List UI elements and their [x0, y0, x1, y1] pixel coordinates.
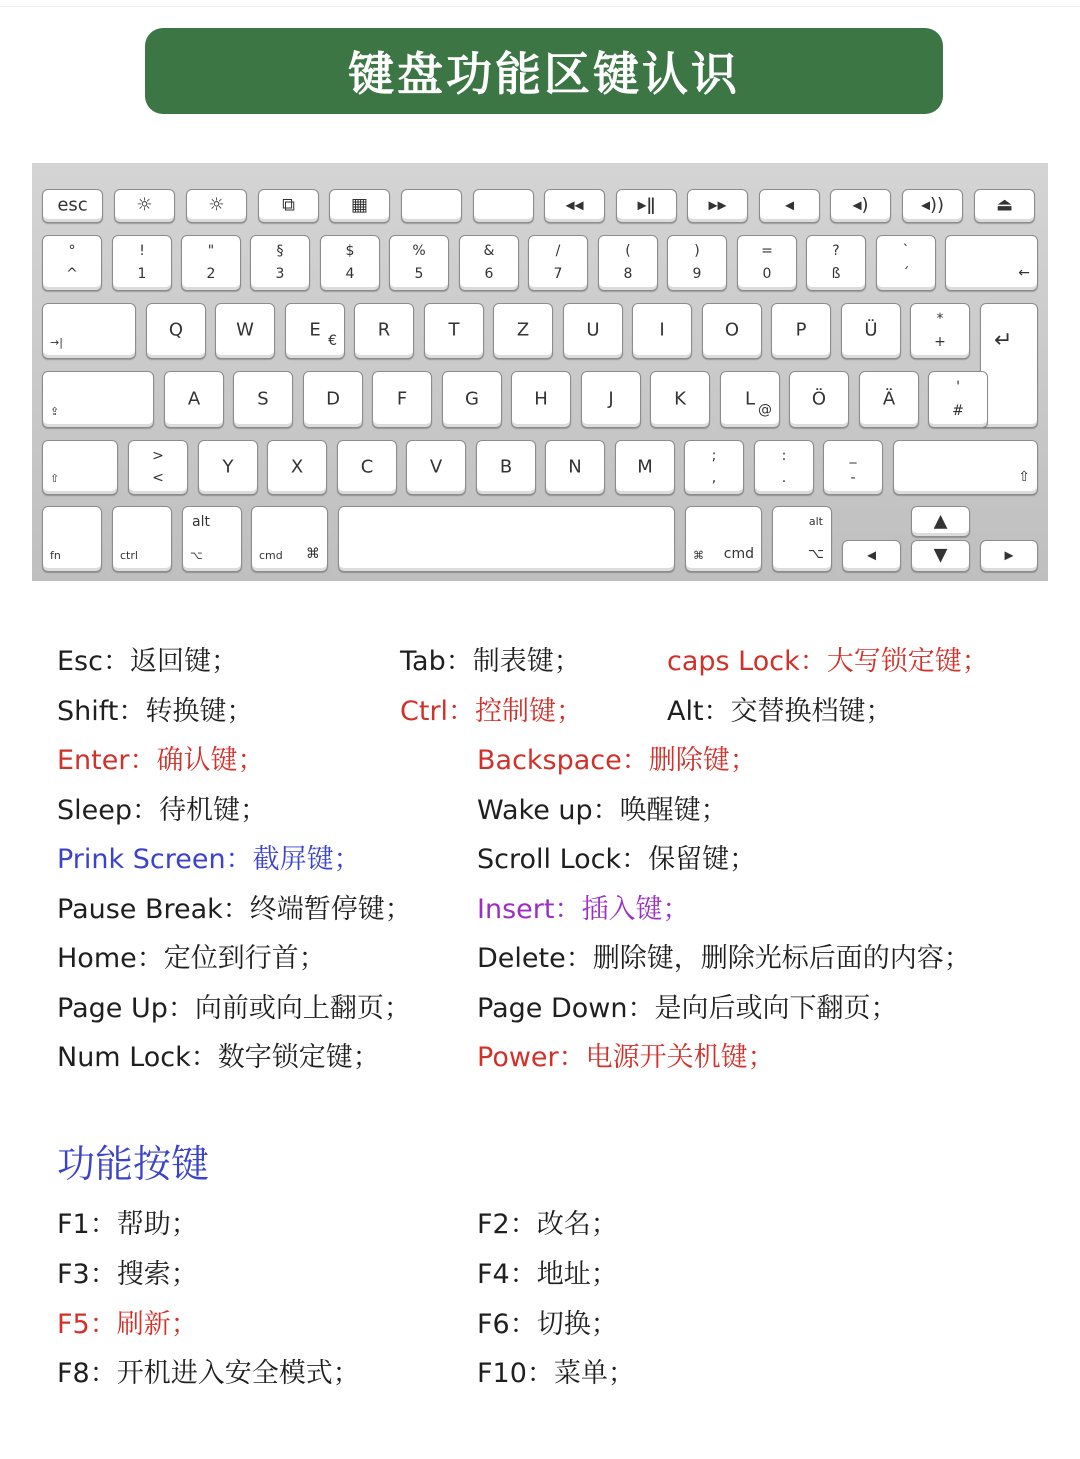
function-row-key	[473, 189, 534, 223]
arrow-down-key	[911, 540, 970, 572]
letter-key	[720, 371, 780, 428]
letter-key-label: M	[637, 455, 653, 477]
period-key-label: .	[781, 470, 787, 486]
number-row-key-label: ß	[831, 266, 841, 282]
arrow-right-key	[980, 540, 1038, 572]
number-row-key	[459, 235, 519, 291]
function-row-key	[902, 189, 963, 223]
arrow-left-key	[842, 540, 901, 572]
number-row-key-label: 1	[137, 266, 147, 282]
letter-key-label: J	[608, 387, 614, 409]
return-icon: ↵	[994, 328, 1013, 353]
letter-key-label: I	[659, 319, 665, 341]
right-shift-key-label: ⇧	[1018, 469, 1030, 485]
minus-key-label: _	[849, 448, 857, 464]
number-row-key-label: 3	[275, 266, 285, 282]
number-row-key-label: =	[761, 243, 773, 259]
function-row-key-label: esc	[57, 194, 88, 216]
number-row-key-label: !	[139, 243, 145, 259]
number-row-key	[389, 235, 449, 291]
function-row-key-label: ▸ǁ	[637, 194, 656, 216]
letter-key	[702, 303, 762, 359]
comma-key	[684, 440, 744, 495]
letter-key	[442, 371, 502, 428]
letter-key	[632, 303, 692, 359]
key-description-item: Num Lock：数字锁定键；	[57, 1042, 380, 1073]
plus-key-label: +	[934, 334, 946, 350]
letter-key	[615, 440, 675, 495]
function-row-key	[974, 189, 1035, 223]
function-row-key	[544, 189, 605, 223]
function-row-key-label: ☼	[208, 194, 225, 216]
arrow-up-key	[911, 506, 970, 537]
function-row-key	[830, 189, 891, 223]
number-row-key	[42, 235, 102, 291]
number-row-key-label: %	[412, 243, 426, 259]
number-row-key-label: ?	[832, 243, 840, 259]
tab-key	[42, 303, 136, 359]
right-alt-key-label: ⌥	[807, 546, 824, 562]
letter-key-label: E	[309, 319, 321, 341]
arrow-down-key-label: ▼	[933, 544, 948, 566]
key-description-item: Esc：返回键；	[57, 646, 238, 677]
backspace-key-label: ←	[1018, 265, 1030, 281]
letter-key-label: Ö	[811, 387, 827, 409]
function-row-key	[401, 189, 462, 223]
plus-key-label: *	[936, 311, 944, 327]
right-alt-key	[772, 506, 832, 572]
number-row-key-label: ´	[902, 266, 910, 282]
function-row-key-label: ⧉	[282, 194, 295, 216]
right-cmd-key-label: cmd	[723, 546, 754, 562]
letter-key	[303, 371, 363, 428]
hash-key	[928, 371, 988, 428]
comma-key-label: ;	[711, 448, 717, 464]
ctrl-key-label: ctrl	[120, 549, 138, 562]
tab-key-label: →|	[50, 336, 63, 349]
letter-key	[581, 371, 641, 428]
number-row-key-label: (	[625, 243, 631, 259]
letter-key-label: Q	[168, 319, 184, 341]
function-row-key	[42, 189, 103, 223]
key-description-item: Alt：交替换档键；	[667, 696, 893, 727]
number-row-key-label: `	[902, 243, 910, 259]
letter-key-label: A	[187, 387, 201, 409]
left-cmd-key	[251, 506, 328, 572]
key-description-item: Prink Screen：截屏键；	[57, 844, 361, 875]
key-description-item: Home：定位到行首；	[57, 943, 326, 974]
letter-key	[476, 440, 536, 495]
letter-key	[164, 371, 224, 428]
letter-key	[372, 371, 432, 428]
number-row-key-label: 8	[623, 266, 633, 282]
left-shift-key-label: ⇧	[50, 472, 60, 485]
letter-key-label: T	[448, 319, 460, 341]
function-row-key-label: ▦	[350, 194, 368, 216]
letter-key-label: U	[586, 319, 600, 341]
keyboard-image	[32, 163, 1048, 581]
space-bar	[338, 506, 675, 572]
letter-key-label: F	[396, 387, 408, 409]
letter-key	[233, 371, 293, 428]
key-description-item: caps Lock：大写锁定键；	[667, 646, 989, 677]
backspace-key	[945, 235, 1038, 291]
angle-key-label: <	[152, 470, 164, 486]
caps-lock-key-label: ⇪	[50, 405, 60, 418]
letter-key	[285, 303, 345, 359]
letter-key	[146, 303, 206, 359]
key-description-item: Enter：确认键；	[57, 745, 265, 776]
function-key-item: F10：菜单；	[477, 1358, 635, 1389]
function-row-key	[759, 189, 820, 223]
number-row-key-label: §	[276, 243, 284, 259]
caps-lock-key	[42, 371, 154, 428]
return-key	[980, 303, 1038, 428]
angle-key	[128, 440, 188, 495]
number-row-key	[528, 235, 588, 291]
number-row-key-label: 0	[762, 266, 772, 282]
letter-key	[337, 440, 397, 495]
key-description-item: Pause Break：终端暂停键；	[57, 894, 412, 925]
key-description-item: Scroll Lock：保留键；	[477, 844, 757, 875]
key-description-item: Tab：制表键；	[400, 646, 581, 677]
function-keys-heading: 功能按键	[57, 1142, 210, 1186]
function-key-item: F5：刷新；	[57, 1309, 198, 1340]
number-row-key	[806, 235, 866, 291]
ctrl-key	[112, 506, 172, 572]
number-row-key-label: ^	[66, 266, 78, 282]
letter-key	[545, 440, 605, 495]
letter-key-label: €	[328, 333, 337, 349]
letter-key	[859, 371, 919, 428]
letter-key-label: Ä	[882, 387, 896, 409]
arrow-up-key-label: ▲	[933, 509, 948, 531]
fn-key-label: fn	[50, 549, 61, 562]
function-row-key-label: ◂)	[852, 194, 869, 216]
letter-key	[424, 303, 484, 359]
arrow-left-key-label: ◂	[866, 544, 877, 566]
number-row-key-label: 5	[414, 266, 424, 282]
number-row-key	[181, 235, 241, 291]
left-cmd-key-label: ⌘	[306, 546, 320, 562]
letter-key-label: O	[724, 319, 740, 341]
function-row-key	[687, 189, 748, 223]
letter-key-label: P	[795, 319, 807, 341]
plus-key	[910, 303, 970, 359]
key-description-item: Wake up：唤醒键；	[477, 795, 728, 826]
letter-key-label: B	[499, 455, 513, 477]
number-row-key	[320, 235, 380, 291]
title-banner	[145, 28, 943, 114]
letter-key	[563, 303, 623, 359]
function-row-key-label: ◂	[784, 194, 795, 216]
letter-key-label: H	[534, 387, 548, 409]
function-row-key	[114, 189, 175, 223]
number-row-key-label: 2	[206, 266, 216, 282]
minus-key-label: -	[850, 470, 856, 486]
letter-key-label: X	[290, 455, 304, 477]
letter-key	[771, 303, 831, 359]
key-description-item: Insert：插入键；	[477, 894, 690, 925]
letter-key	[841, 303, 901, 359]
key-description-item: Sleep：待机键；	[57, 795, 268, 826]
number-row-key	[598, 235, 658, 291]
number-row-key-label: $	[345, 243, 355, 259]
number-row-key-label: 6	[484, 266, 494, 282]
number-row-key-label: /	[555, 243, 561, 259]
angle-key-label: >	[152, 448, 164, 464]
function-key-item: F6：切换；	[477, 1309, 618, 1340]
number-row-key	[667, 235, 727, 291]
page-title: 键盘功能区键认识	[348, 47, 740, 101]
letter-key-label: Z	[516, 319, 530, 341]
number-row-key-label: "	[207, 243, 215, 259]
letter-key-label: N	[568, 455, 582, 477]
key-description-item: Power：电源开关机键；	[477, 1042, 775, 1073]
period-key	[754, 440, 814, 495]
left-shift-key	[42, 440, 118, 495]
left-cmd-key-label: cmd	[259, 549, 283, 562]
letter-key-label: @	[758, 402, 772, 418]
function-key-item: F2：改名；	[477, 1209, 618, 1240]
function-key-item: F4：地址；	[477, 1259, 618, 1290]
letter-key	[406, 440, 466, 495]
letter-key	[215, 303, 275, 359]
letter-key-label: L	[744, 387, 756, 409]
hash-key-label: #	[952, 403, 964, 419]
function-key-item: F1：帮助；	[57, 1209, 198, 1240]
letter-key-label: R	[377, 319, 391, 341]
function-row-key-label: ▸▸	[708, 194, 727, 216]
number-row-key	[112, 235, 172, 291]
function-key-item: F8：开机进入安全模式；	[57, 1358, 360, 1389]
number-row-key	[876, 235, 936, 291]
arrow-right-key-label: ▸	[1004, 544, 1014, 566]
left-alt-key-label: alt	[192, 514, 210, 530]
number-row-key-label: 9	[692, 266, 702, 282]
number-row-key	[250, 235, 310, 291]
left-alt-key	[182, 506, 242, 572]
function-row-key	[186, 189, 247, 223]
letter-key-label: Y	[222, 455, 234, 477]
letter-key-label: K	[674, 387, 686, 409]
hash-key-label: '	[956, 379, 960, 395]
comma-key-label: ,	[711, 470, 717, 486]
top-divider	[0, 6, 1080, 7]
key-description-item: Ctrl：控制键；	[400, 696, 584, 727]
letter-key	[789, 371, 849, 428]
key-description-item: Page Up：向前或向上翻页；	[57, 993, 411, 1024]
number-row-key-label: °	[68, 243, 76, 259]
function-row-key-label: ◂))	[920, 194, 945, 216]
number-row-key-label: )	[694, 243, 700, 259]
letter-key-label: D	[326, 387, 340, 409]
fn-key	[42, 506, 102, 572]
right-cmd-key-label: ⌘	[693, 549, 704, 562]
number-row-key-label: 4	[345, 266, 355, 282]
left-alt-key-label: ⌥	[190, 549, 203, 562]
number-row-key-label: &	[483, 243, 495, 259]
letter-key	[198, 440, 258, 495]
key-description-item: Page Down：是向后或向下翻页；	[477, 993, 898, 1024]
key-description-item: Shift：转换键；	[57, 696, 254, 727]
minus-key	[823, 440, 883, 495]
letter-key	[511, 371, 571, 428]
function-row-key	[329, 189, 390, 223]
function-row-key-label: ◂◂	[565, 194, 584, 216]
function-key-item: F3：搜索；	[57, 1259, 198, 1290]
function-row-key	[258, 189, 319, 223]
number-row-key	[737, 235, 797, 291]
function-row-key-label: ⏏	[995, 194, 1013, 216]
letter-key-label: W	[236, 319, 254, 341]
right-shift-key	[893, 440, 1038, 495]
letter-key-label: V	[429, 455, 443, 477]
right-cmd-key	[685, 506, 762, 572]
letter-key-label: G	[465, 387, 479, 409]
letter-key-label: Ü	[864, 319, 878, 341]
function-row-key	[616, 189, 677, 223]
key-description-item: Backspace：删除键；	[477, 745, 757, 776]
period-key-label: :	[781, 448, 787, 464]
right-alt-key-label: alt	[808, 515, 823, 528]
letter-key	[650, 371, 710, 428]
letter-key-label: S	[257, 387, 269, 409]
letter-key	[267, 440, 327, 495]
letter-key	[493, 303, 553, 359]
key-description-item: Delete：删除键，删除光标后面的内容；	[477, 943, 971, 974]
letter-key-label: C	[360, 455, 374, 477]
number-row-key-label: 7	[553, 266, 563, 282]
letter-key	[354, 303, 414, 359]
function-row-key-label: ☼	[136, 194, 153, 216]
